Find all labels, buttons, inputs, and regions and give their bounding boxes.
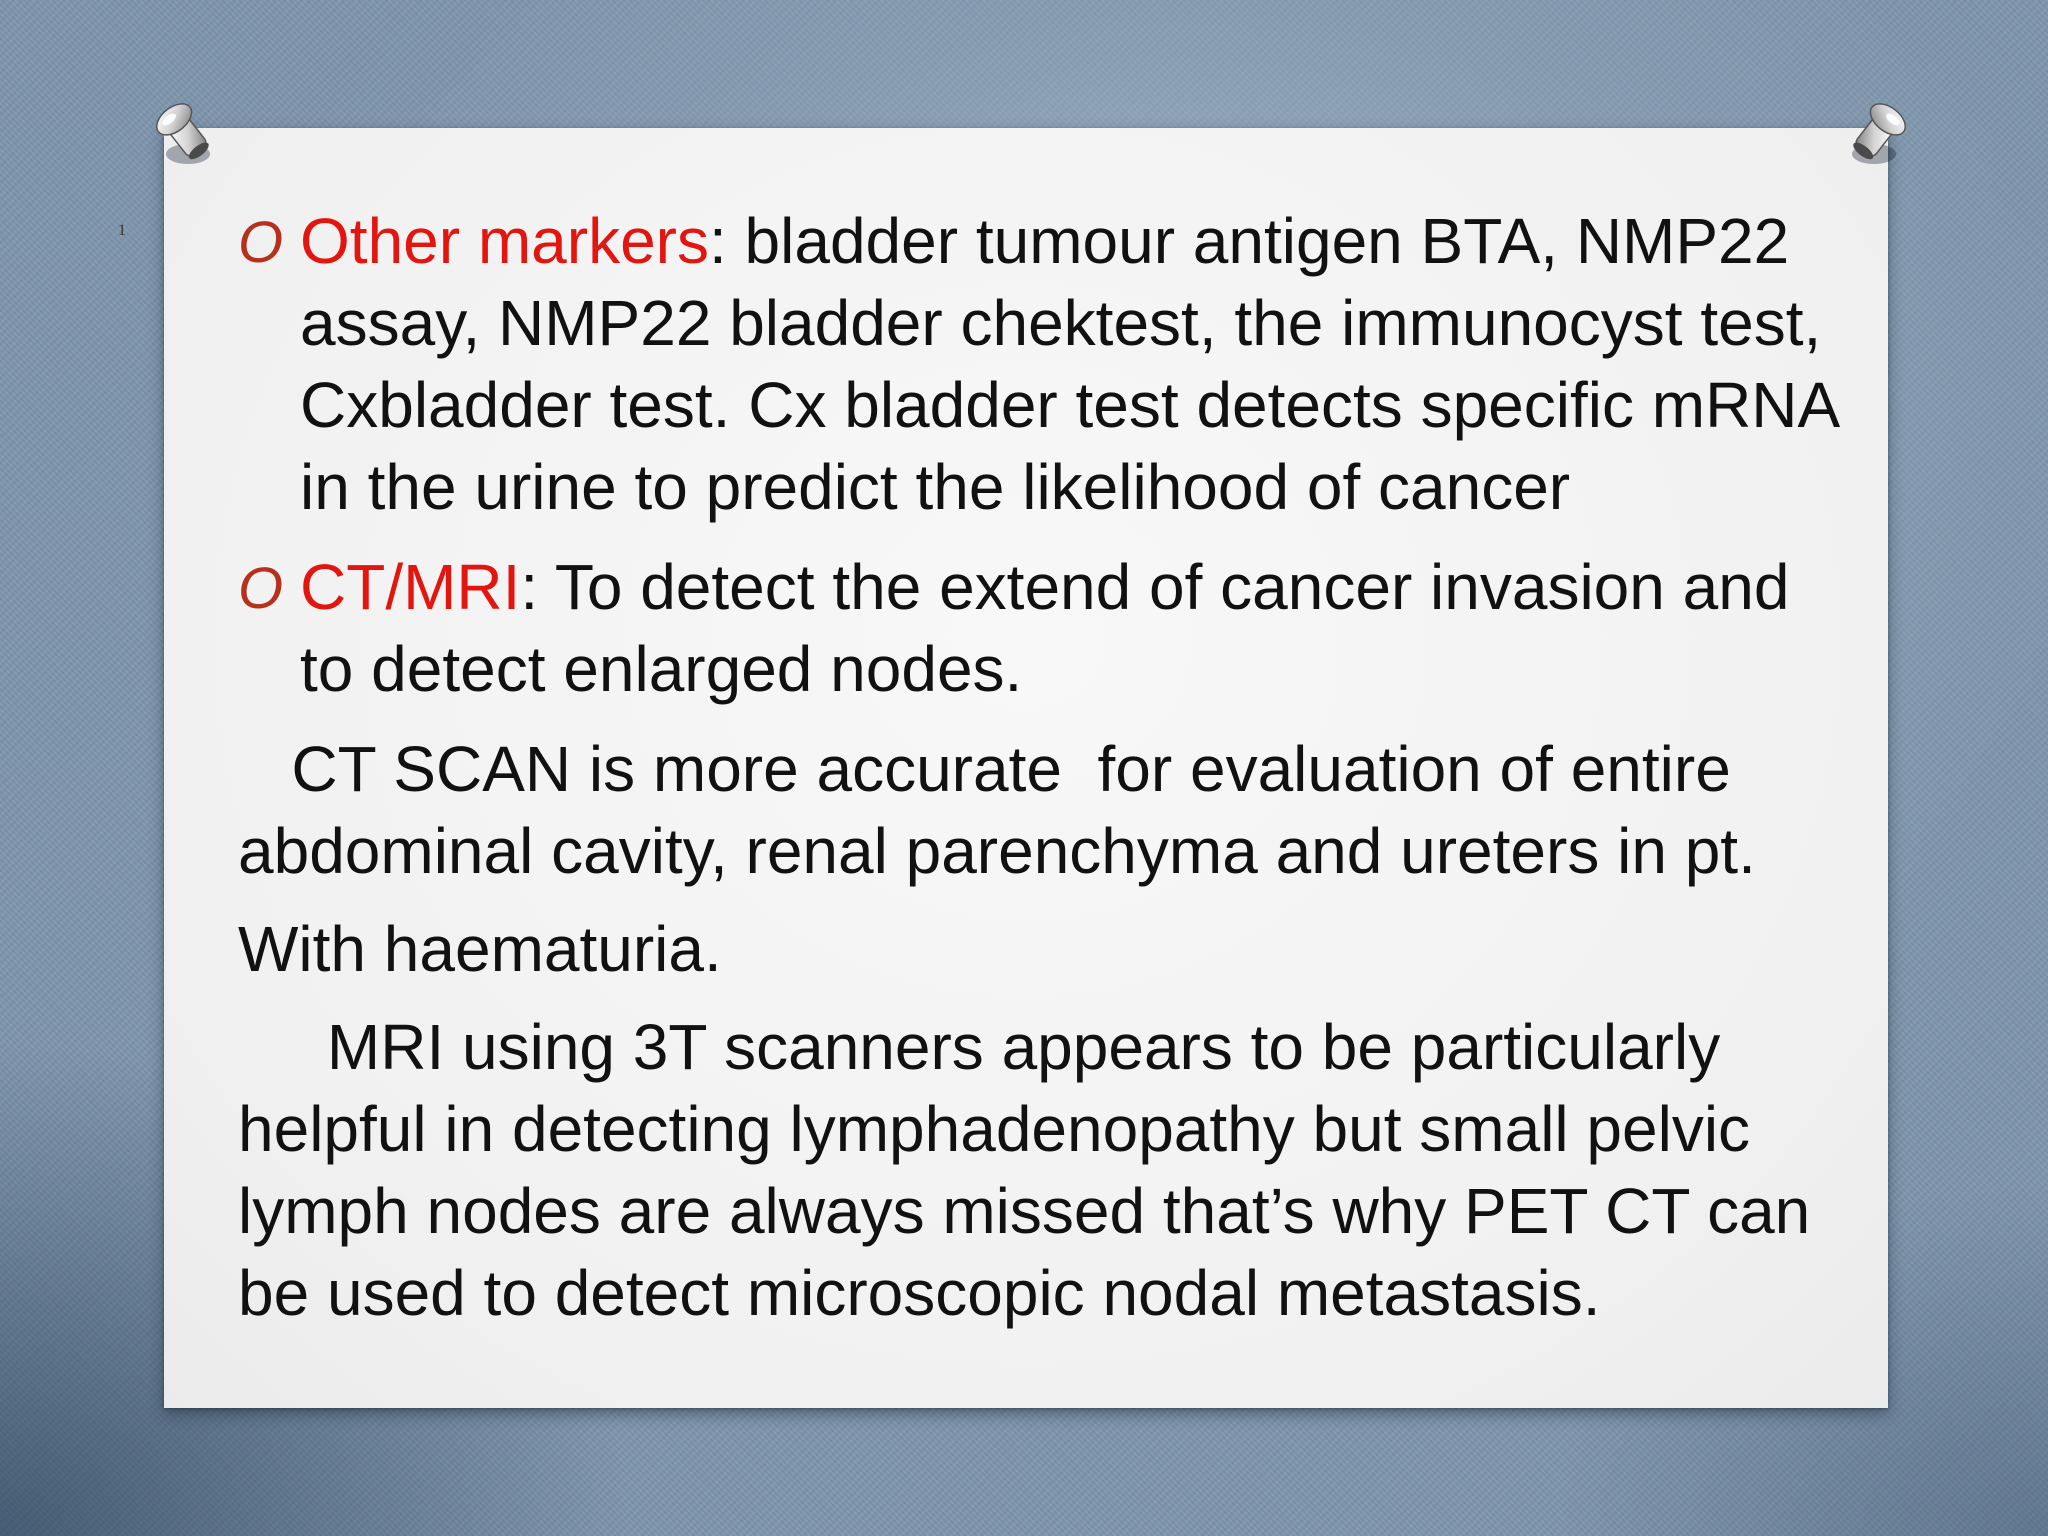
pushpin-right-icon <box>1830 84 1926 180</box>
bullet-text: : To detect the extend of cancer invasion and to detect enlarged nodes. <box>300 551 1790 705</box>
bullet-marker-icon: O <box>238 210 284 275</box>
paragraph-mri: MRI using 3T scanners appears to be particularly helpful in detecting lymphadenopathy but small pelvic lymph nodes are always missed that’s why PET CT can be used to detect microscopic nodal metastasis. <box>238 1011 1829 1329</box>
slide-body <box>238 200 1858 1350</box>
paragraph-haematuria: With haematuria. <box>238 913 722 985</box>
bullet-other-markers <box>238 200 1858 528</box>
bullet-marker-icon: O <box>238 556 284 621</box>
paragraph-ct-scan: CT SCAN is more accurate for evaluation of entire abdominal cavity, renal parenchyma and ureters in pt. <box>238 733 1756 887</box>
bullet-ct-mri <box>238 546 1858 710</box>
pushpin-left-icon <box>136 84 232 180</box>
bullet-term: CT/MRI <box>300 551 521 623</box>
bullet-term: Other markers <box>300 205 709 277</box>
slide-number: 1 <box>118 222 126 239</box>
bullet-text: : bladder tumour antigen BTA, NMP22 assay, NMP22 bladder chektest, the immunocyst test, Cxbladder test. Cx bladder test detects specific mRNA in the urine to predict the likelihood of cancer <box>300 205 1837 523</box>
